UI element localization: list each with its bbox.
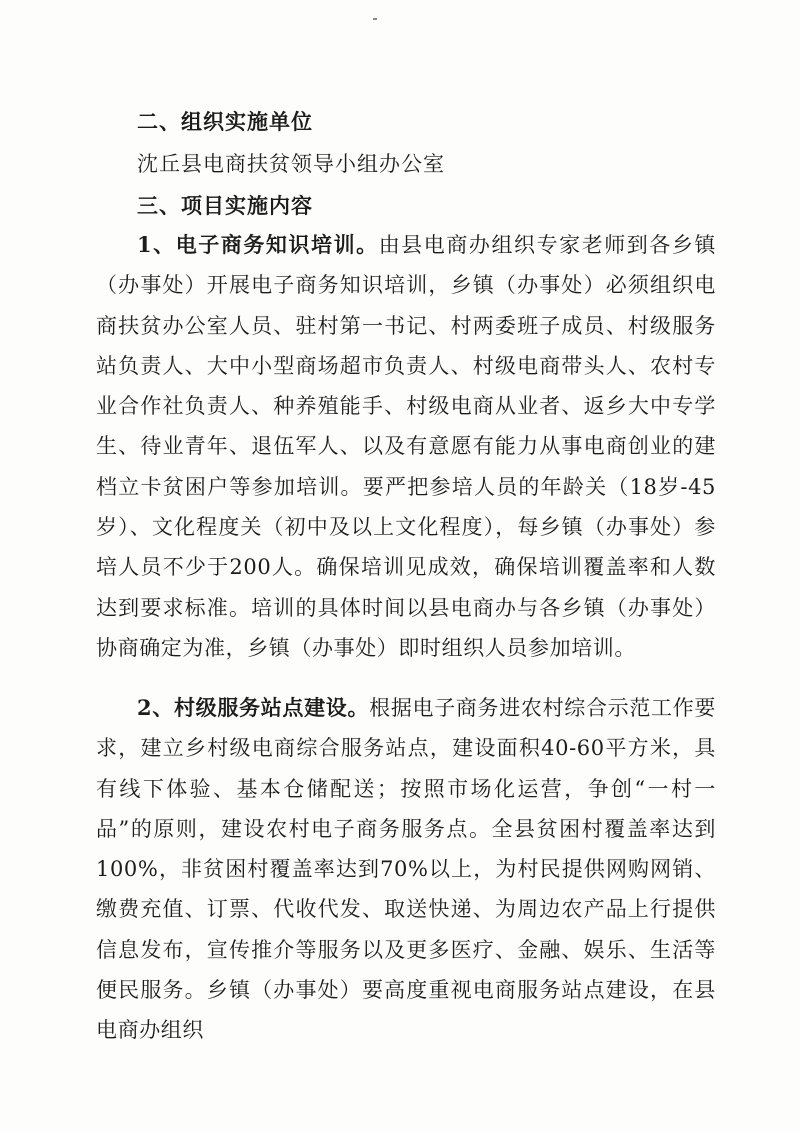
section3-heading: 三、项目实施内容 — [137, 193, 313, 218]
implementing-unit: 沈丘县电商扶贫领导小组办公室 — [137, 152, 445, 176]
paragraph-training — [96, 225, 716, 668]
paragraph-service-stations — [96, 688, 716, 1051]
item1-body: 由县电商办组织专家老师到各乡镇（办事处）开展电子商务知识培训，乡镇（办事处）必须组织电商扶贫办公室人员、驻村第一书记、村两委班子成员、村级服务站负责人、大中小型商场超市负责人、村级电商带头人、农村专业合作社负责人、种养殖能手、村级电商从业者、返乡大中专学生、待业青年、退伍军人、以及有意愿有能力从事电商创业的建档立卡贫困户等参加培训。要严把参培人员的年龄关（18岁-45岁）、文化程度关（初中及以上文化程度），每乡镇（办事处）参培人员不少于200人。确保培训见成效，确保培训覆盖率和人数达到要求标准。培训的具体时间以县电商办与各乡镇（办事处）协商确定为准，乡镇（办事处）即时组织人员参加培训。 — [96, 233, 717, 660]
scan-mark — [373, 18, 377, 20]
item2-title: 2、村级服务站点建设。 — [137, 695, 370, 720]
item1-title: 1、电子商务知识培训。 — [137, 232, 379, 257]
item2-body: 根据电子商务进农村综合示范工作要求，建立乡村级电商综合服务站点，建设面积40-60平方米，具有线下体验、基本仓储配送；按照市场化运营，争创“一村一品”的原则，建设农村电子商务服务点。全县贫困村覆盖率达到100%，非贫困村覆盖率达到70%以上，为村民提供网购网销、缴费充值、订票、代收代发、取送快递、为周边农产品上行提供信息发布，宣传推介等服务以及更多医疗、金融、娱乐、生活等便民服务。乡镇（办事处）要高度重视电商服务站点建设，在县电商办组织 — [96, 696, 716, 1043]
section2-heading: 二、组织实施单位 — [137, 109, 313, 134]
